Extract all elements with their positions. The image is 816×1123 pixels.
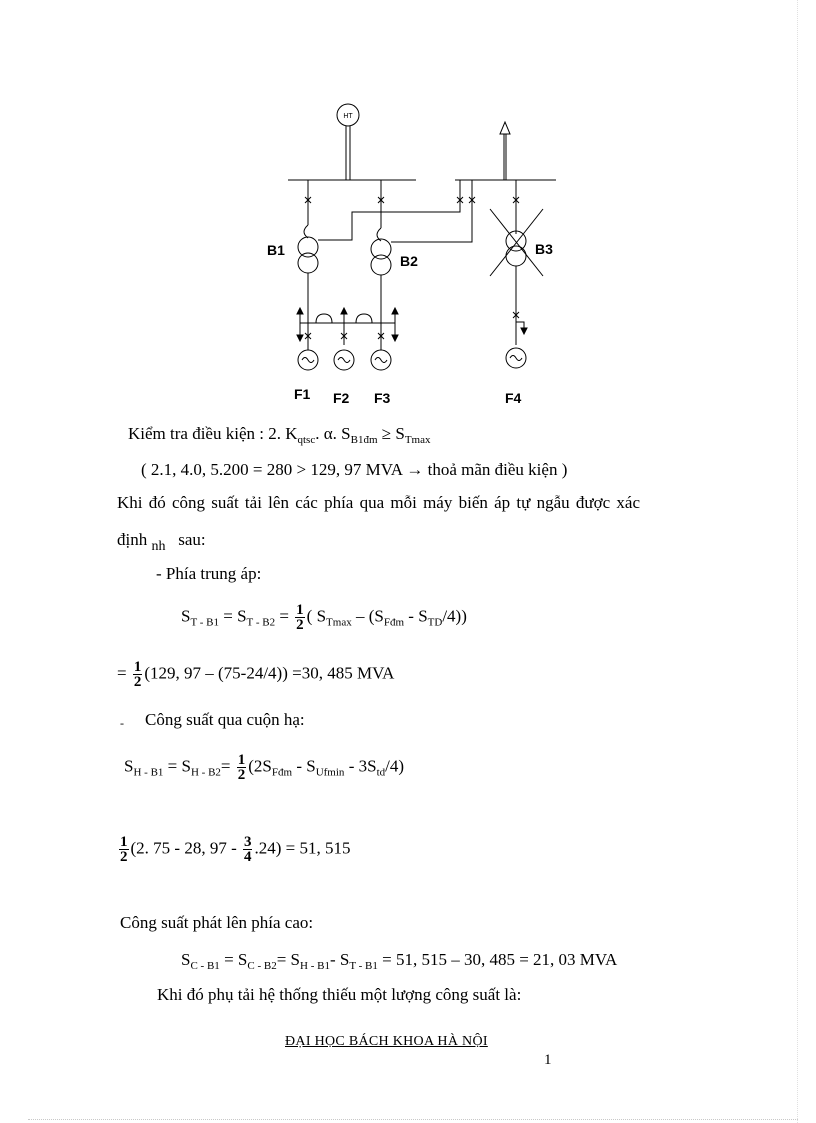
equation-low-value: $\frac{1}{2}$ (2. 75 - 28, 97 - $\frac{3}{4}$ .24) = 51, 515	[120, 834, 351, 865]
label-f4: F4	[505, 390, 522, 406]
label-b1: B1	[267, 242, 285, 258]
equation-medium-side: $S_{T - B1} = S_{T - B2}$ = $\frac{1}{2}$ ( $S_{Tmax} - (S_{Fđm} - S_{TD}/4)$)	[181, 602, 467, 633]
shortfall-sentence: Khi đó phụ tải hệ thống thiếu một lượng công suất là:	[157, 985, 522, 1004]
paragraph-line-2: định $_{nh}$ sau:	[117, 530, 206, 554]
page-right-border	[797, 0, 798, 1123]
label-b2: B2	[400, 253, 418, 269]
power-plant-diagram	[0, 0, 816, 420]
label-f1: F1	[294, 386, 311, 402]
footer-university: ĐẠI HỌC BÁCH KHOA HÀ NỘI	[285, 1034, 488, 1049]
equation-low-winding: $S_{H - B1} = S_{H - B2}=$ $\frac{1}{2}$ $(2S_{Fđm} - S_{Ufmin} - 3S_{td}/4)$	[124, 752, 405, 783]
equation-medium-value: = $\frac{1}{2}$ (129, 97 – (75-24/4)) =30, 485 MVA	[117, 659, 395, 690]
condition-check: Kiểm tra điều kiện : 2. $K_{qtsc}$. α. $S_{B1đm} \ge S_{Tmax}$	[128, 424, 431, 446]
page-bottom-border	[28, 1119, 798, 1120]
medium-side-heading: - Phía trung áp:	[156, 564, 262, 583]
paragraph-line-1: Khi đó công suất tải lên các phía qua mỗi máy biến áp tự ngẫu được xác	[117, 493, 640, 512]
low-winding-heading: Công suất qua cuộn hạ:	[145, 710, 305, 729]
label-b3: B3	[535, 241, 553, 257]
page-number: 1	[544, 1052, 552, 1068]
equation-high-side: $S_{C - B1} = S_{C - B2}= S_{H - B1}-$ $S_{T - B1} = 51$, 515 – 30, 485 = 21, 03 MVA	[181, 950, 618, 972]
label-f3: F3	[374, 390, 391, 406]
label-f2: F2	[333, 390, 350, 406]
bullet-dash: -	[120, 716, 124, 730]
condition-values: ( 2.1, 4.0, 5.200 = 280 > 129, 97 MVA → thoả mãn điều kiện )	[141, 460, 568, 479]
high-side-heading: Công suất phát lên phía cao:	[120, 913, 314, 932]
ht-label: HT	[343, 113, 353, 120]
